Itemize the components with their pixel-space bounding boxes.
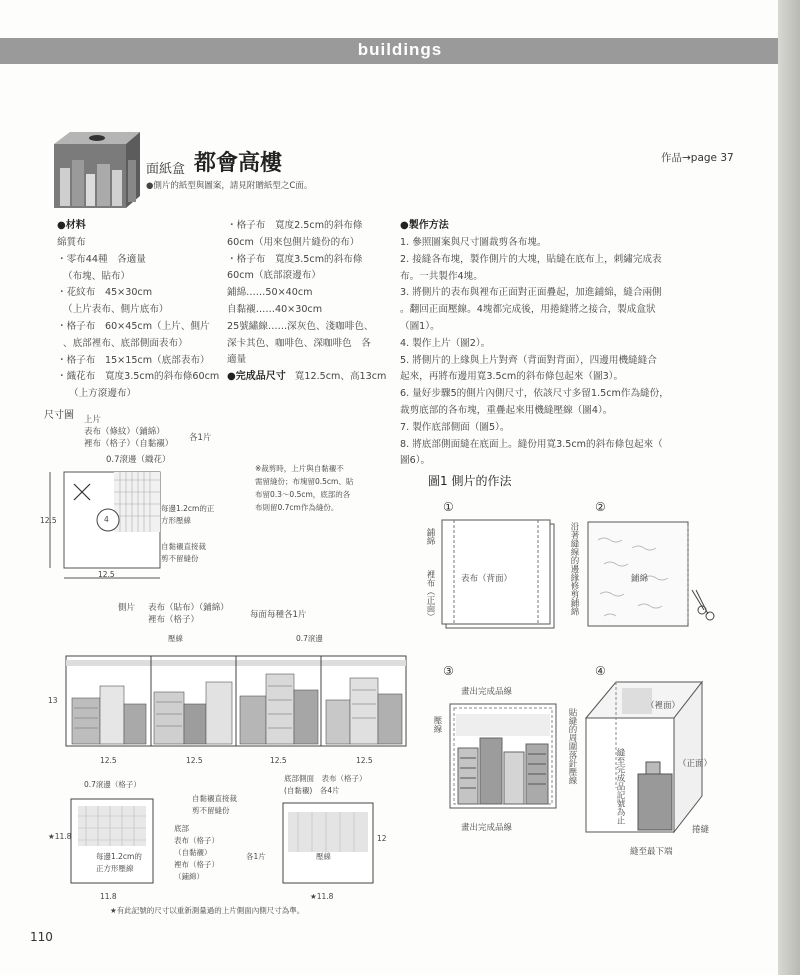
material-line: 鋪綿……50×40cm	[227, 287, 313, 299]
bottom-binding-label: 0.7滾邊（格子）	[84, 780, 141, 789]
panel2-trim-label: 沿著縫線的邊緣修剪鋪綿	[569, 522, 579, 616]
material-line: ・格子布 寬度3.5cm的斜布條	[227, 253, 363, 265]
material-line: （上片表布、側片底布）	[63, 304, 169, 316]
method-line: 。翻回正面壓線。4塊都完成後，用捲縫將之接合，製成盒狀	[400, 304, 656, 316]
bottom-piece-title: 底部	[174, 824, 189, 833]
method-line: 1. 參照圖案與尺寸圖裁剪各布塊。	[400, 237, 547, 248]
panel3-drawing	[448, 698, 558, 810]
side-piece-drawing	[66, 656, 406, 746]
side-width-value: 12.5	[100, 756, 117, 765]
top-binding-label: 0.7滾邊（織花）	[106, 455, 171, 465]
top-quilt-note2: 方形壓線	[161, 516, 191, 525]
method-line: 圖6）。	[400, 455, 431, 467]
material-line: 60cm（底部滾邊布）	[227, 270, 321, 282]
bottom-piece-line1: 表布（格子）	[174, 836, 219, 845]
step-number: ④	[595, 664, 606, 678]
method-line: 7. 製作底部側面（圖5）。	[400, 421, 510, 433]
method-line: 8. 將底部側面縫在底面上。縫份用寬3.5cm的斜布條包起來（	[400, 438, 663, 450]
method-line: 起來，再將布邊用寬3.5cm的斜布條包起來（圖3）。	[400, 371, 624, 383]
material-line: 60cm（用來包側片縫份的布）	[227, 236, 360, 248]
panel4-front-label: （正面）	[678, 759, 713, 769]
step-number: ①	[443, 500, 454, 514]
method-line: 6. 量好步驟5的側片內側尺寸，依該尺寸多留1.5cm作為縫份，	[400, 388, 669, 400]
panel3-top-label: 畫出完成品線	[461, 687, 513, 697]
dimensions-heading: 尺寸圖	[44, 410, 74, 421]
material-line: ・格子布 寬度2.5cm的斜布條	[227, 220, 363, 231]
top-piece-title: 上片	[84, 415, 102, 425]
method-line: 裁剪底部的各布塊，重疊起來用機縫壓線（圖4）。	[400, 404, 613, 416]
top-width-value: 12.5	[98, 570, 115, 579]
material-line: ・零布44種 各適量	[57, 253, 146, 265]
bottom-piece-line2: （自黏襯）	[174, 848, 212, 857]
side-width-value: 12.5	[356, 756, 373, 765]
panel4-mark-label: 縫至完成品記號為止	[615, 748, 625, 825]
top-height-value: 12.5	[40, 516, 57, 525]
bottom-side-title: 底部側面 表布（格子）	[284, 774, 367, 783]
item-kind: 面紙盒	[146, 162, 186, 177]
side-binding-label: 0.7滾邊	[296, 634, 323, 643]
method-line: 3. 將側片的表布與裡布正面對正面疊起，加進鋪綿，縫合兩側	[400, 287, 662, 299]
bottom-piece-line4: （鋪綿）	[174, 872, 204, 881]
work-reference: 作品→page 37	[661, 152, 734, 164]
panel3-echo-label: 貼縫的周圍落針壓線	[567, 708, 577, 785]
finished-size-value: 寬12.5cm、高13cm	[294, 371, 387, 383]
bottom-quilt-note2: 正方形壓線	[96, 864, 134, 873]
material-line: ・格子布 60×45cm（上片、側片	[57, 320, 210, 332]
material-line: 綿質布	[57, 237, 86, 248]
material-line: 適量	[227, 354, 247, 366]
material-line: （上方滾邊布）	[69, 388, 137, 400]
page-spine-shadow	[778, 0, 800, 975]
bottom-fusible-note2: 剪不留縫份	[192, 806, 230, 815]
panel4-back-label: （裡面）	[646, 701, 681, 711]
side-piece-count: 每面每種各1片	[250, 610, 307, 620]
materials-heading: ●材料	[57, 220, 86, 231]
side-piece-line2: 裡布（格子）	[148, 615, 200, 625]
panel4-whip-label: 捲縫	[692, 825, 710, 835]
step-number: ②	[595, 500, 606, 514]
bottom-height-value: ★11.8	[48, 832, 72, 841]
bottom-side-drawing	[282, 802, 374, 884]
side-height-value: 13	[48, 696, 58, 705]
material-line: 、底部裡布、底部側面表布）	[63, 337, 188, 349]
pattern-note: ●側片的紙型與圖案，請見附贈紙型之C面。	[146, 181, 313, 191]
method-heading: ●製作方法	[400, 220, 449, 231]
side-piece-title: 側片	[118, 603, 136, 613]
material-line: ・格子布 15×15cm（底部表布）	[57, 354, 210, 366]
panel1-face-label: 表布（背面）	[461, 574, 513, 584]
star-note: ★有此記號的尺寸以重新測量過的上片側面內側尺寸為準。	[110, 906, 305, 915]
top-quilt-note1: 每邊1.2cm的正	[161, 504, 215, 513]
tissue-box-photo	[52, 130, 142, 210]
finished-size-label: ●完成品尺寸	[227, 371, 286, 383]
bottom-piece-count: 各1片	[246, 852, 266, 861]
panel3-bottom-label: 畫出完成品線	[461, 823, 513, 833]
page-number: 110	[30, 930, 53, 944]
step-number: ③	[443, 664, 454, 678]
side-piece-line1: 表布（貼布）（鋪綿）	[148, 603, 229, 613]
material-line: ・織花布 寬度3.5cm的斜布條60cm	[57, 371, 220, 383]
method-line: 2. 接縫各布塊，製作側片的大塊，貼縫在底布上，刺繡完成表	[400, 253, 662, 265]
top-piece-count: 各1片	[189, 433, 212, 443]
panel1-lining-label: 裡布（正面）	[425, 570, 435, 621]
section-header: buildings	[357, 40, 443, 59]
side-width-value: 12.5	[186, 756, 203, 765]
method-line: 布。一共製作4塊。	[400, 270, 483, 282]
panel3-quilt-label: 壓線	[432, 716, 442, 733]
top-fusible-note2: 剪不留縫份	[161, 554, 199, 563]
cutting-note-line: 需留縫份；布塊留0.5cm、貼	[255, 477, 354, 486]
panel1-batting-label: 鋪綿	[425, 528, 435, 545]
bottom-quilt-note1: 每邊1.2cm的	[96, 852, 142, 861]
cutting-note-line: 布留0.3～0.5cm，底部的各	[255, 490, 351, 499]
materials-col2	[227, 218, 386, 386]
panel4-bottom-label: 縫至最下端	[630, 847, 673, 857]
top-piece-drawing	[40, 466, 170, 586]
bottom-side-quilt-label: 壓線	[316, 852, 331, 861]
bottom-piece-line3: 裡布（格子）	[174, 860, 219, 869]
panel2-batting-label: 鋪綿	[631, 574, 649, 584]
bottom-side-line2: (自黏襯) 各4片	[284, 786, 340, 795]
top-piece-line1: 表布（條紋）（鋪綿）	[84, 427, 165, 437]
materials-col1	[57, 235, 219, 403]
top-fusible-note1: 自黏襯直接裁	[161, 542, 206, 551]
cutting-note-line: 布則留0.7cm作為縫份。	[255, 503, 339, 512]
material-line: 25號繡線……深灰色、淺咖啡色、	[227, 320, 374, 332]
material-line: 自黏襯……40×30cm	[227, 303, 323, 315]
side-quilt-label: 壓線	[168, 634, 183, 643]
top-piece-line2: 裡布（格子）（自黏襯）	[84, 439, 174, 449]
cutting-note	[255, 462, 353, 514]
method-line: 5. 將側片的上緣與上片對齊（背面對背面），四邊用機縫縫合	[400, 354, 657, 366]
bottom-fusible-note1: 自黏襯直接裁	[192, 794, 237, 803]
method-steps	[400, 235, 669, 470]
cutting-note-line: ※裁剪時，上片與自黏襯不	[255, 464, 344, 473]
bottom-side-width-value: ★11.8	[310, 892, 334, 901]
side-width-value: 12.5	[270, 756, 287, 765]
method-line: 4. 製作上片（圖2）。	[400, 337, 491, 349]
material-line: （布塊、貼布）	[63, 270, 131, 282]
item-title: 都會高樓	[194, 151, 283, 176]
material-line: 深卡其色、咖啡色、深咖啡色 各	[227, 337, 371, 349]
method-line: （圖1）。	[400, 320, 440, 332]
top-circle-label: 4	[104, 515, 109, 524]
figure1-title: 圖1 側片的作法	[428, 474, 512, 488]
material-line: ・花紋布 45×30cm	[57, 287, 153, 299]
bottom-side-height-value: 12	[377, 834, 387, 843]
bottom-width-value: 11.8	[100, 892, 117, 901]
